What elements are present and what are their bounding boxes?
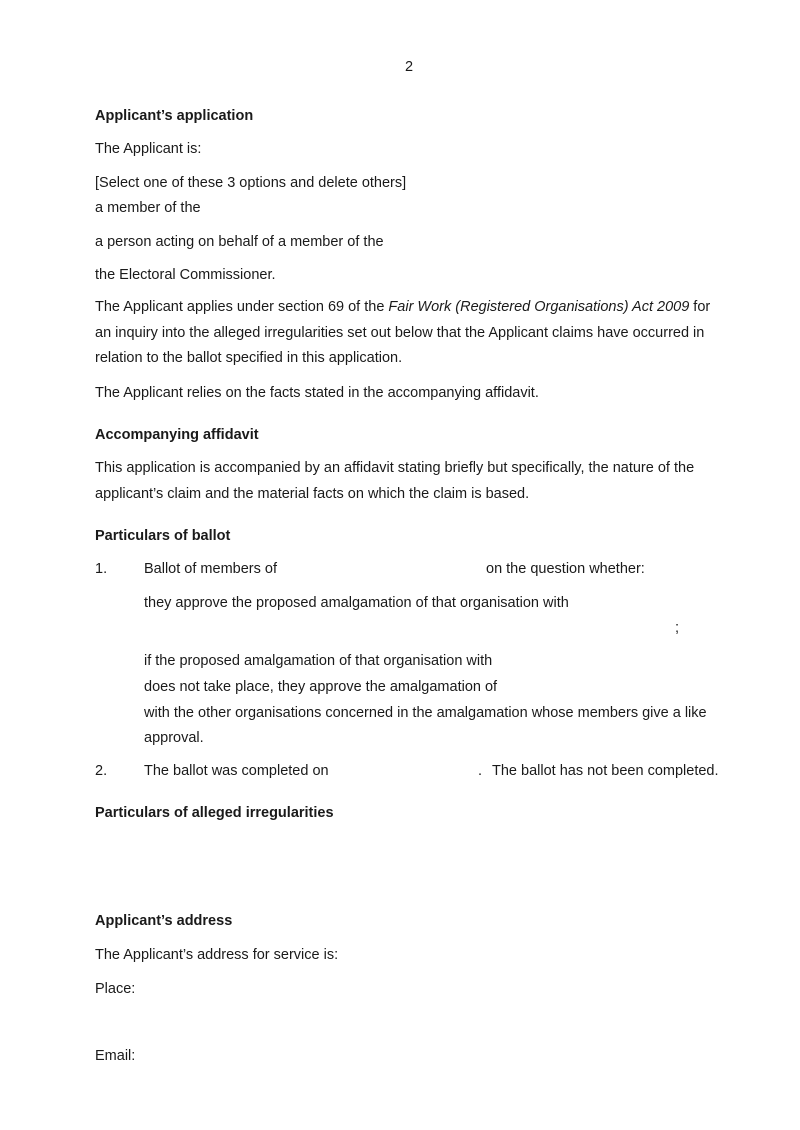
particulars-of-ballot-heading: Particulars of ballot [95, 528, 231, 544]
ballot-sub-option-2-line-2: does not take place, they approve the amalgamation of [144, 679, 498, 695]
accompanying-affidavit-heading: Accompanying affidavit [95, 427, 259, 443]
applicant-address-heading: Applicant’s address [95, 913, 233, 929]
ballot-sub-option-1: they approve the proposed amalgamation of that organisation with [144, 595, 569, 611]
ballot-question-text: on the question whether: [486, 561, 645, 577]
applies-under-section-paragraph: The Applicant applies under section 69 of the Fair Work (Registered Organisations) Act 2009 for an inquiry into the alleged irregularities set out below that the Applicant claims have occurred in relation to the ballot specified in this application. [95, 299, 711, 366]
affidavit-paragraph: This application is accompanied by an affidavit stating briefly but specifically, the nature of the applicant’s claim and the material facts on which the claim is based. [95, 460, 695, 502]
ballot-item-1-text: Ballot of members of [144, 561, 277, 577]
applicant-application-heading: Applicant’s application [95, 108, 254, 124]
option-member: a member of the [95, 200, 201, 216]
place-label: Place: [95, 981, 136, 997]
ballot-item-1-number: 1. [95, 561, 108, 577]
act-name: Fair Work (Registered Organisations) Act 2009 [388, 299, 690, 315]
email-label: Email: [95, 1048, 136, 1064]
ballot-sub-option-2-line-1: if the proposed amalgamation of that organisation with [144, 653, 493, 669]
address-for-service-text: The Applicant’s address for service is: [95, 947, 339, 963]
ballot-sub-option-2-line-3: with the other organisations concerned in the amalgamation whose members give a like [144, 705, 707, 721]
ballot-sub-option-2-line-4: approval. [144, 730, 204, 746]
option-electoral-commissioner: the Electoral Commissioner. [95, 267, 276, 283]
alleged-irregularities-heading: Particulars of alleged irregularities [95, 805, 334, 821]
option-person-on-behalf: a person acting on behalf of a member of the [95, 234, 384, 250]
ballot-sub-option-1-end: ; [675, 620, 680, 636]
ballot-not-completed-text: The ballot has not been completed. [492, 763, 719, 779]
select-option-instruction: [Select one of these 3 options and delete others] [95, 175, 407, 191]
ballot-item-2-number: 2. [95, 763, 108, 779]
relies-on-facts-text: The Applicant relies on the facts stated in the accompanying affidavit. [95, 385, 539, 401]
ballot-completed-text: The ballot was completed on [144, 763, 329, 779]
ballot-completed-period: . [478, 763, 483, 779]
page-number: 2 [404, 59, 414, 75]
applicant-is-text: The Applicant is: [95, 141, 202, 157]
